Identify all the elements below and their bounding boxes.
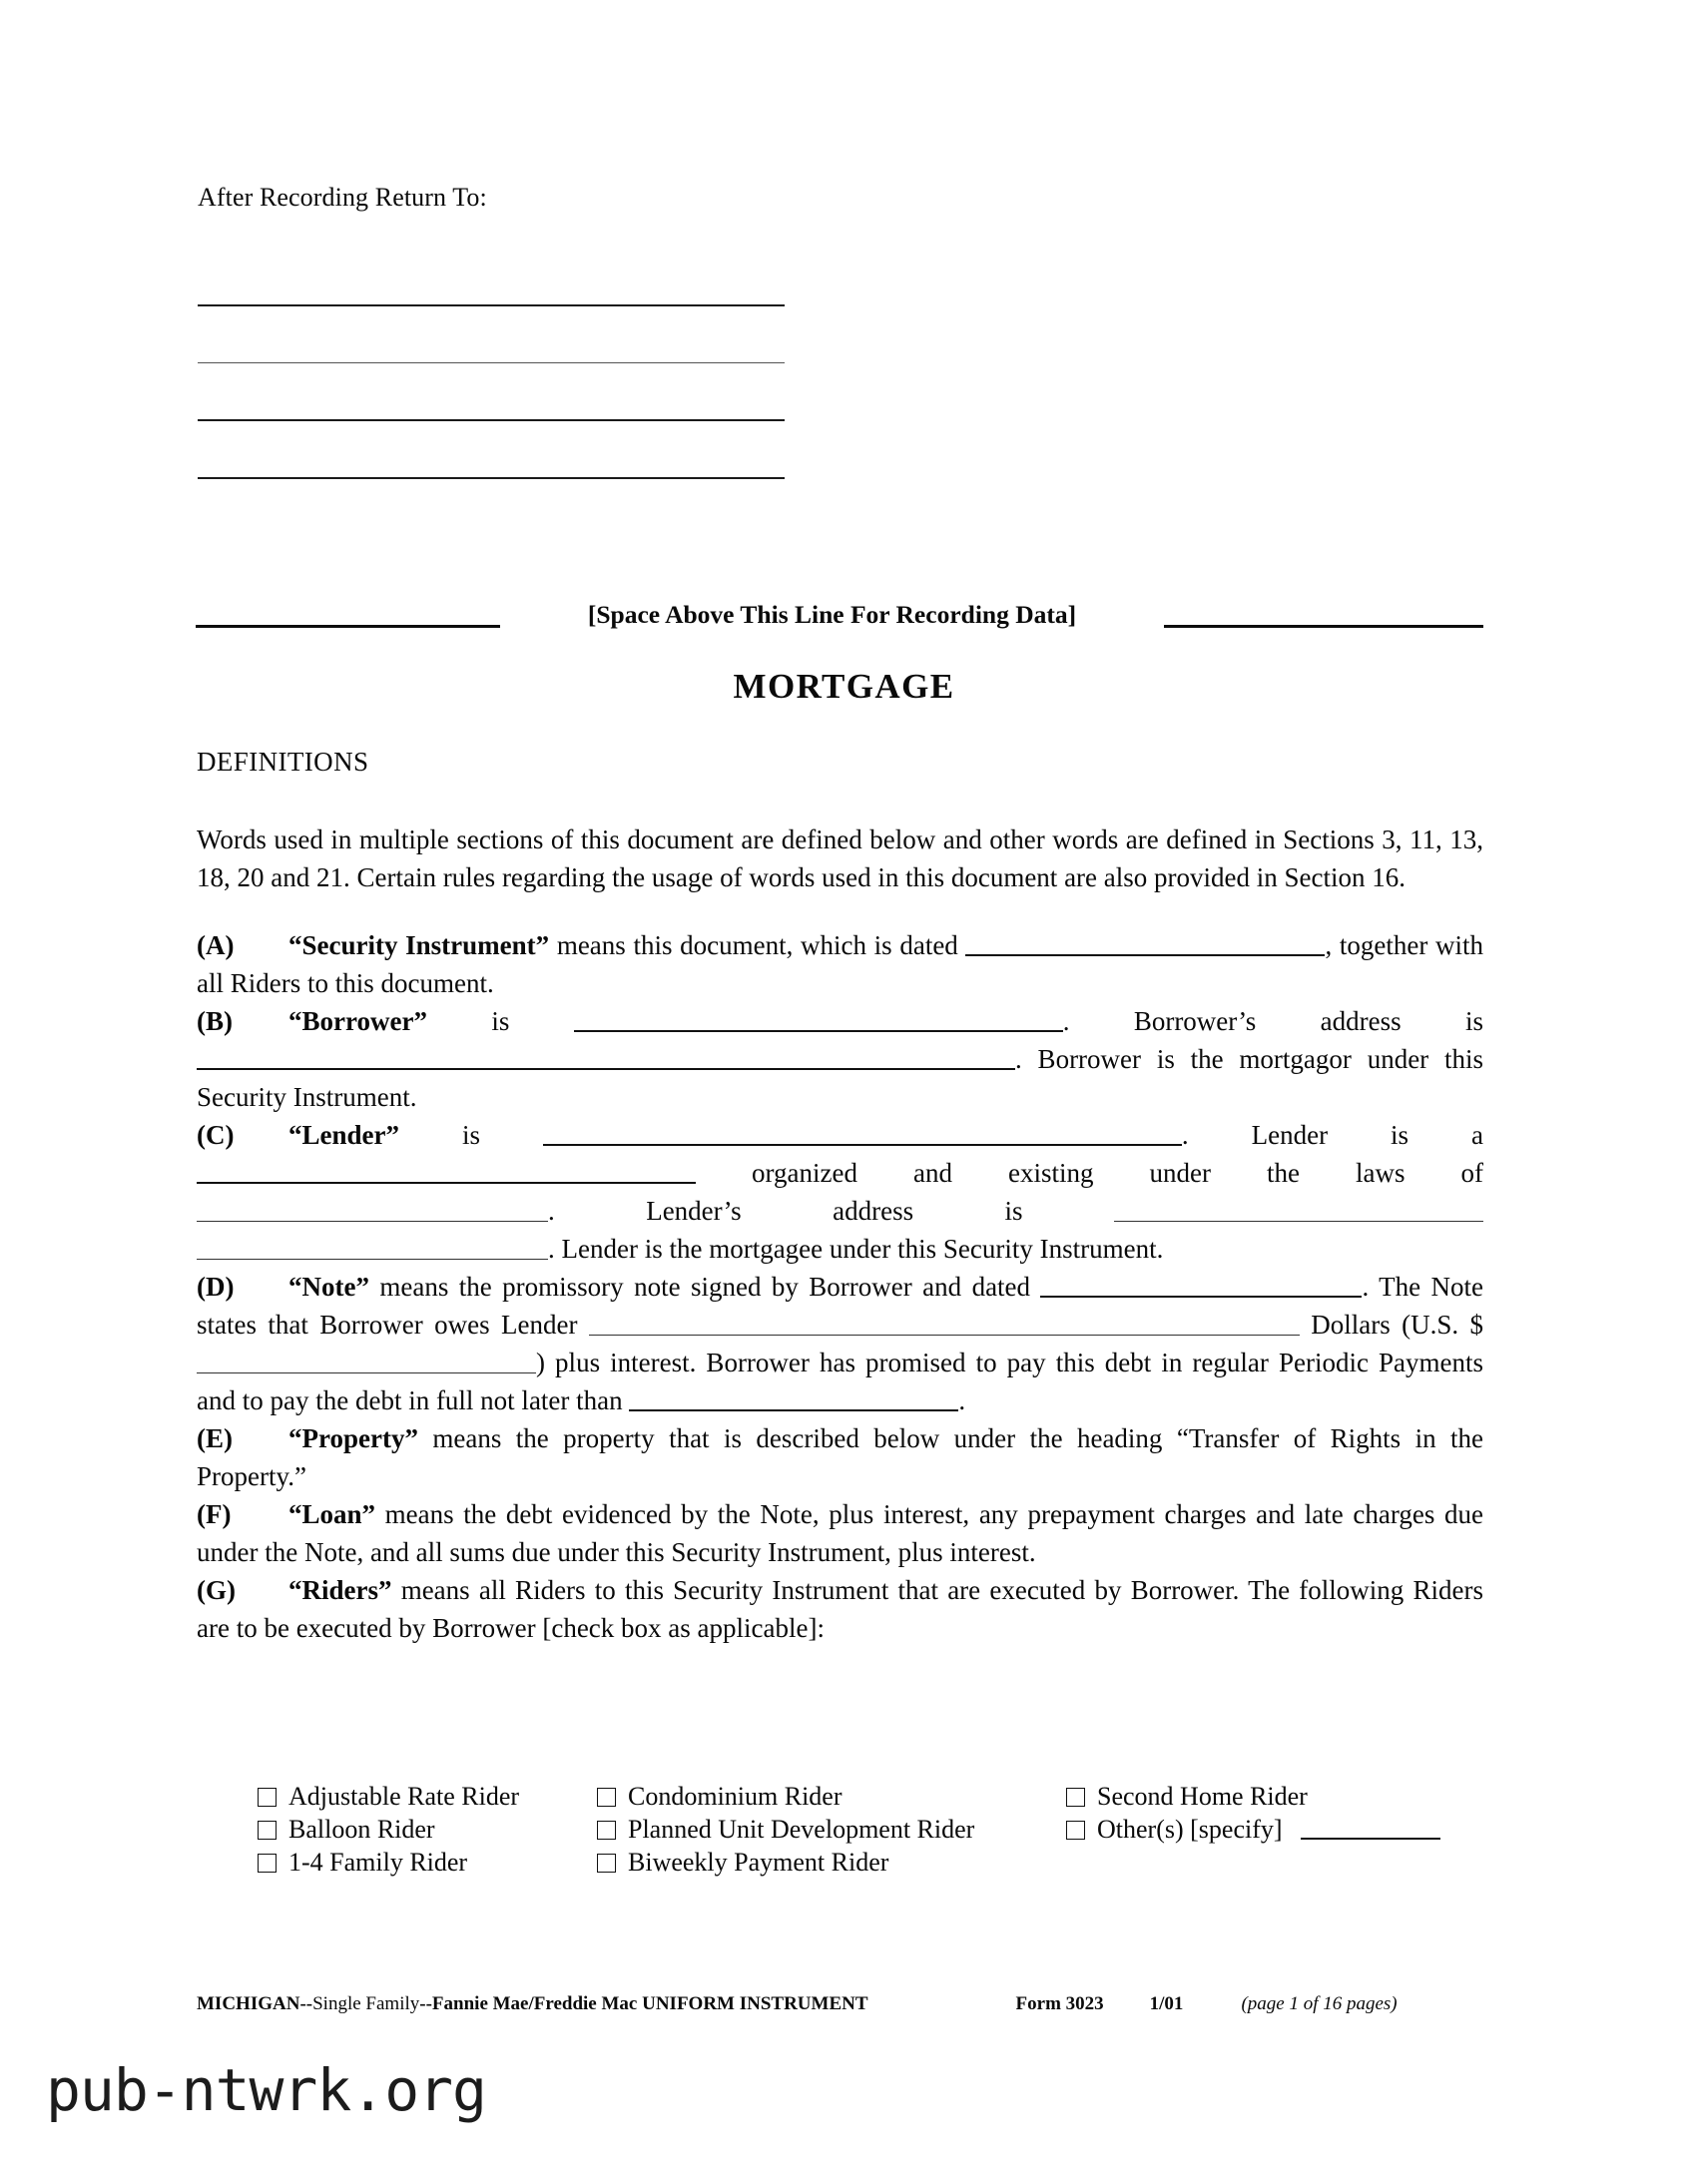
other-rider-specify-field[interactable] xyxy=(1301,1821,1440,1840)
checkbox-icon[interactable] xyxy=(597,1821,616,1840)
return-address-line-2[interactable] xyxy=(198,306,785,363)
definition-b-text-2: . Borrower’s address is xyxy=(1062,1006,1483,1036)
borrower-address-field[interactable] xyxy=(197,1040,1015,1070)
definition-e-tag: (E) xyxy=(197,1423,233,1453)
rider-option-condominium[interactable] xyxy=(597,1781,1066,1813)
note-amount-numeric-field[interactable] xyxy=(197,1345,536,1373)
footer-agency: --Fannie Mae/Freddie Mac UNIFORM INSTRUMENT xyxy=(419,1993,868,2014)
riders-row-3 xyxy=(258,1847,1483,1879)
definition-d-tag: (D) xyxy=(197,1272,235,1302)
definition-b-term: “Borrower” xyxy=(288,1006,427,1036)
note-amount-words-field-2[interactable] xyxy=(1018,1307,1300,1336)
rider-option-biweekly-payment[interactable] xyxy=(597,1847,1066,1879)
rider-label: Biweekly Payment Rider xyxy=(628,1848,889,1877)
footer-family: Single Family xyxy=(312,1993,420,2014)
definition-a xyxy=(197,926,1483,1002)
footer-form-version: 1/01 xyxy=(1149,1993,1184,2014)
definition-b-tag: (B) xyxy=(197,1006,233,1036)
note-amount-words-field[interactable] xyxy=(589,1307,1018,1336)
definition-a-text-1: means this document, which is dated xyxy=(549,930,966,960)
rider-option-balloon[interactable] xyxy=(258,1814,597,1846)
checkbox-icon[interactable] xyxy=(1066,1788,1085,1807)
checkbox-icon[interactable] xyxy=(258,1854,277,1873)
definition-b xyxy=(197,1002,1483,1116)
definition-c-text-4: . Lender’s address is xyxy=(548,1196,1114,1226)
definition-d-text-3: Dollars (U.S. $ xyxy=(1299,1310,1483,1340)
rider-label: Balloon Rider xyxy=(288,1815,435,1844)
definition-f xyxy=(197,1495,1483,1571)
definition-c-text-3: organized and existing under the laws of xyxy=(696,1158,1483,1188)
definition-g xyxy=(197,1571,1483,1647)
recording-data-separator xyxy=(196,595,1483,628)
rider-option-planned-unit-development[interactable] xyxy=(597,1814,1066,1846)
recording-data-label: [Space Above This Line For Recording Data] xyxy=(587,599,1077,629)
definition-f-text-1: means the debt evidenced by the Note, plus interest, any prepayment charges and late charges due under the Note, and all sums due under this Security Instrument, plus interest. xyxy=(197,1499,1483,1567)
definition-d-text-5: . xyxy=(958,1385,966,1415)
footer-jurisdiction: MICHIGAN-- xyxy=(197,1993,313,2014)
rider-option-1-4-family[interactable] xyxy=(258,1847,597,1879)
definition-a-tag: (A) xyxy=(197,930,235,960)
recording-rule-right xyxy=(1164,595,1483,628)
footer-form-number: Form 3023 xyxy=(1015,1993,1104,2014)
definition-f-tag: (F) xyxy=(197,1499,232,1529)
lender-address-field[interactable] xyxy=(1114,1193,1483,1222)
security-instrument-date-field-2[interactable] xyxy=(1233,926,1325,956)
rider-label: 1-4 Family Rider xyxy=(288,1848,468,1877)
return-address-lines xyxy=(198,249,797,479)
return-address-line-4[interactable] xyxy=(198,421,785,479)
rider-label: Second Home Rider xyxy=(1097,1782,1308,1811)
definition-g-term: “Riders” xyxy=(288,1575,392,1605)
definition-b-text-3: . Borrower is the mortgagor under this Security Instrument. xyxy=(197,1044,1483,1112)
definitions-heading: DEFINITIONS xyxy=(197,747,369,777)
rider-label: Adjustable Rate Rider xyxy=(288,1782,520,1811)
rider-label: Condominium Rider xyxy=(628,1782,843,1811)
definition-e-term: “Property” xyxy=(288,1423,418,1453)
definition-f-term: “Loan” xyxy=(288,1499,376,1529)
definition-a-term: “Security Instrument” xyxy=(288,930,550,960)
checkbox-icon[interactable] xyxy=(258,1821,277,1840)
checkbox-icon[interactable] xyxy=(258,1788,277,1807)
definition-d-text-4: ) plus interest. Borrower has promised to pay this debt in regular Periodic Payments and to pay the debt in full not later than xyxy=(197,1348,1483,1415)
return-address-line-3[interactable] xyxy=(198,363,785,421)
definition-d-text-1: means the promissory note signed by Borrower and dated xyxy=(368,1272,1041,1302)
riders-row-2 xyxy=(258,1814,1483,1846)
intro-paragraph: Words used in multiple sections of this document are defined below and other words are defined in Sections 3, 11, 13, 18, 20 and 21. Certain rules regarding the usage of words used in this document are also provided in Section 16. xyxy=(197,824,1483,892)
after-recording-return-block xyxy=(198,185,797,479)
note-date-field-2[interactable] xyxy=(1270,1268,1362,1298)
lender-entity-type-field[interactable] xyxy=(197,1154,696,1184)
checkbox-icon[interactable] xyxy=(597,1854,616,1873)
note-date-field[interactable] xyxy=(1040,1268,1270,1298)
definition-g-tag: (G) xyxy=(197,1575,236,1605)
footer-instrument-line xyxy=(197,1993,868,2015)
definition-e-text-1: means the property that is described below under the heading “Transfer of Rights in the Property.” xyxy=(197,1423,1483,1491)
definition-g-text-1: means all Riders to this Security Instrument that are executed by Borrower. The following Riders are to be executed by Borrower [check box as applicable]: xyxy=(197,1575,1483,1643)
return-address-line-1[interactable] xyxy=(198,249,785,306)
definition-d-text-2: . The Note states that Borrower owes Lender xyxy=(197,1272,1483,1340)
after-recording-return-label: After Recording Return To: xyxy=(198,183,487,212)
lender-laws-field[interactable] xyxy=(197,1193,548,1222)
checkbox-icon[interactable] xyxy=(597,1788,616,1807)
riders-checkbox-grid xyxy=(258,1781,1483,1880)
rider-label: Other(s) [specify] xyxy=(1097,1815,1283,1844)
page-title: MORTGAGE xyxy=(733,667,955,706)
rider-option-second-home[interactable] xyxy=(1066,1781,1483,1813)
definition-a-text-2: , together with all Riders to this document. xyxy=(197,930,1484,998)
recording-rule-left xyxy=(196,595,500,628)
page-footer xyxy=(197,1993,1484,2015)
security-instrument-date-field[interactable] xyxy=(965,926,1233,956)
rider-label: Planned Unit Development Rider xyxy=(628,1815,975,1844)
definition-d-term: “Note” xyxy=(288,1272,369,1302)
definition-c-tag: (C) xyxy=(197,1120,235,1150)
rider-option-adjustable-rate[interactable] xyxy=(258,1781,597,1813)
checkbox-icon[interactable] xyxy=(1066,1821,1085,1840)
definition-c-text-5: . Lender is the mortgagee under this Security Instrument. xyxy=(548,1234,1164,1264)
definition-b-text-1: is xyxy=(426,1006,574,1036)
definition-d xyxy=(197,1268,1483,1419)
definition-c-text-2: . Lender is a xyxy=(1181,1120,1483,1150)
riders-row-1 xyxy=(258,1781,1483,1813)
lender-address-field-2[interactable] xyxy=(197,1231,548,1260)
footer-page-number: (page 1 of 16 pages) xyxy=(1241,1993,1398,2014)
rider-option-other-specify[interactable] xyxy=(1066,1814,1483,1846)
borrower-name-field[interactable] xyxy=(574,1002,1063,1032)
definition-c xyxy=(197,1116,1483,1268)
lender-name-field[interactable] xyxy=(543,1116,1182,1146)
note-maturity-date-field[interactable] xyxy=(629,1381,958,1411)
definition-c-text-1: is xyxy=(399,1120,543,1150)
definitions-body xyxy=(197,820,1483,1647)
definition-c-term: “Lender” xyxy=(288,1120,399,1150)
watermark: pub-ntwrk.org xyxy=(46,2056,486,2124)
definition-e xyxy=(197,1419,1483,1495)
